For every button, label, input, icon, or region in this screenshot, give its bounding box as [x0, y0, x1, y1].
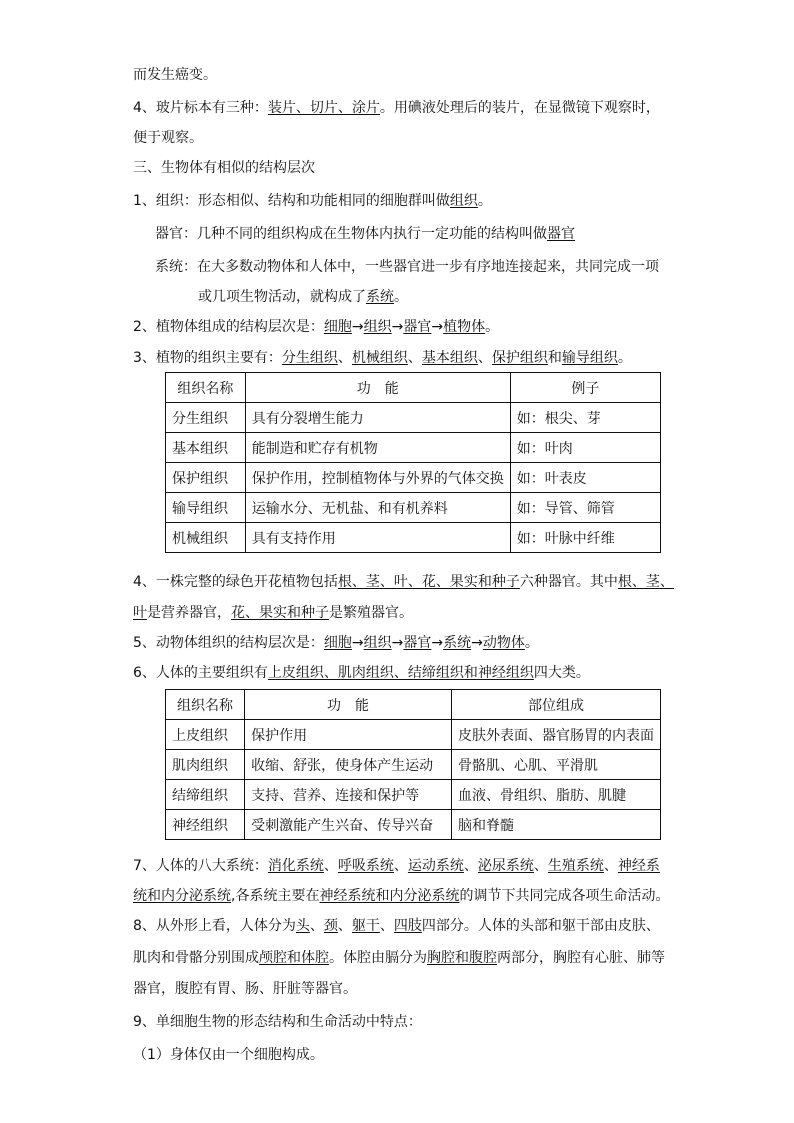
underlined-answer: 组织: [449, 193, 478, 209]
underlined-answer: 动物体: [482, 635, 525, 651]
underlined-answer: 细胞: [323, 635, 352, 651]
underlined-answer: 器官: [403, 635, 432, 651]
underlined-answer: 组织: [363, 319, 392, 335]
text: 器官：几种不同的组织构成在生物体内执行一定功能的结构叫做: [155, 226, 547, 242]
table-cell: 输导组织: [166, 493, 246, 523]
table-cell: 支持、营养、连接和保护等: [245, 780, 452, 810]
table-row: [166, 810, 661, 840]
text-line: [198, 287, 408, 307]
arrow: →: [391, 319, 404, 335]
underlined-answer: 头: [295, 918, 310, 934]
text: 。体腔由膈分为: [329, 950, 427, 966]
underlined-answer: 细胞: [323, 319, 352, 335]
table-header-row: [166, 690, 661, 720]
underlined-answer: 运动系统: [407, 858, 464, 874]
arrow: →: [391, 635, 404, 651]
separator: 、: [337, 918, 352, 934]
text: 4、玻片标本有三种：: [133, 100, 268, 116]
table-cell: 保护组织: [166, 463, 246, 493]
text-line: [133, 1012, 422, 1032]
table-cell: 保护作用，控制植物体与外界的气体交换: [245, 463, 510, 493]
text-line: [133, 633, 539, 653]
table-cell: 分生组织: [166, 403, 246, 433]
text-line: [133, 948, 665, 968]
table-row: [166, 780, 661, 810]
text: 7、人体的八大系统：: [133, 858, 268, 874]
underlined-answer: 颅腔和体腔: [259, 950, 329, 966]
table-cell: 受刺激能产生兴奋、传导兴奋: [245, 810, 452, 840]
column-header: 例子: [510, 373, 660, 403]
text: 和: [547, 350, 562, 366]
text-line: [133, 98, 660, 118]
table-cell: 肌肉组织: [166, 750, 245, 780]
underlined-answer: 根、茎、: [617, 574, 674, 590]
underlined-answer: 颈: [323, 918, 338, 934]
table-cell: 如：叶脉中纤维: [510, 523, 660, 553]
underlined-answer: 组织: [363, 635, 392, 651]
text-line: [133, 348, 632, 368]
table-cell: 基本组织: [166, 433, 246, 463]
text-line: [133, 856, 660, 876]
text: （1）身体仅由一个细胞构成。: [133, 1047, 324, 1063]
text: 器官，腹腔有胃、肠、肝脏等器官。: [133, 981, 357, 997]
underlined-answer: 机械组织: [351, 350, 408, 366]
text: 9、单细胞生物的形态结构和生命活动中特点：: [133, 1014, 422, 1030]
separator: 、: [379, 918, 394, 934]
separator: 、: [407, 350, 422, 366]
arrow: →: [431, 635, 444, 651]
underlined-answer: 器官: [547, 226, 575, 242]
table-cell: 收缩、舒张，使身体产生运动: [245, 750, 452, 780]
text: ,各系统主要在: [231, 888, 320, 904]
text: 两部分，胸腔有心脏、肺等: [497, 950, 665, 966]
text-line: [133, 191, 492, 211]
text: 2、植物体组成的结构层次是：: [133, 319, 324, 335]
separator: 、: [533, 858, 548, 874]
text: 。用碘液处理后的装片，在显微镜下观察时，: [379, 100, 660, 116]
underlined-answer: 分生组织: [281, 350, 338, 366]
separator: 、: [603, 858, 618, 874]
table-row: [166, 750, 661, 780]
underlined-answer: 生殖系统: [547, 858, 604, 874]
section-heading: [133, 158, 315, 178]
table-cell: 结缔组织: [166, 780, 245, 810]
text: 。: [394, 289, 408, 305]
text: 5、动物体组织的结构层次是：: [133, 635, 324, 651]
underlined-answer: 系统: [443, 635, 472, 651]
arrow: →: [351, 319, 364, 335]
text-line: [133, 663, 590, 683]
text-line: [133, 317, 499, 337]
text: 的调节下共同完成各项生命活动。: [459, 888, 670, 904]
column-header: 组织名称: [166, 690, 245, 720]
table-cell: 保护作用: [245, 720, 452, 750]
table-cell: 神经组织: [166, 810, 245, 840]
text: 是营养器官，: [147, 605, 231, 621]
text: 四部分。人体的头部和躯干部由皮肤、: [421, 918, 660, 934]
separator: 、: [477, 350, 492, 366]
text: 。: [617, 350, 632, 366]
text-line: [133, 979, 357, 999]
table-cell: 如：导管、筛管: [510, 493, 660, 523]
table-cell: 如：根尖、芽: [510, 403, 660, 433]
text: 而发生癌变。: [133, 67, 217, 83]
underlined-answer: 系统: [366, 289, 394, 305]
separator: 、: [393, 858, 408, 874]
underlined-answer: 神经系统和内分泌系统: [319, 888, 460, 904]
text: 3、植物的组织主要有：: [133, 350, 282, 366]
table-cell: 运输水分、无机盐、和有机养料: [245, 493, 510, 523]
table-cell: 上皮组织: [166, 720, 245, 750]
text-line: [133, 572, 674, 592]
text-line: [155, 257, 659, 277]
underlined-answer: 泌尿系统: [477, 858, 534, 874]
arrow: →: [351, 635, 364, 651]
text: 或几项生物活动，就构成了: [198, 289, 366, 305]
text: 系统：在大多数动物体和人体中，一些器官进一步有序地连接起来，共同完成一项: [155, 259, 659, 275]
table-cell: 骨骼肌、心肌、平滑肌: [451, 750, 660, 780]
text: 。: [477, 193, 492, 209]
table-header-row: [166, 373, 661, 403]
text-line: [133, 916, 660, 936]
separator: 、: [309, 918, 324, 934]
text: 是繁殖器官。: [329, 605, 413, 621]
table-row: [166, 720, 661, 750]
table-cell: 如：叶表皮: [510, 463, 660, 493]
table-cell: 机械组织: [166, 523, 246, 553]
column-header: 功 能: [245, 690, 452, 720]
text-line: [155, 224, 575, 244]
underlined-answer: 上皮组织、肌肉组织、结缔组织和神经组织: [267, 665, 534, 681]
text: 三、生物体有相似的结构层次: [133, 160, 315, 176]
text: 。: [485, 319, 500, 335]
table-row: [166, 463, 661, 493]
text: 8、从外形上看，人体分为: [133, 918, 296, 934]
underlined-answer: 基本组织: [421, 350, 478, 366]
column-header: 组织名称: [166, 373, 246, 403]
table-cell: 能制造和贮存有机物: [245, 433, 510, 463]
table-row: [166, 433, 661, 463]
text-line: [133, 65, 217, 85]
plant-tissue-table: [165, 372, 661, 553]
underlined-answer: 根、茎、叶、花、果实和种子: [337, 574, 520, 590]
separator: 、: [463, 858, 478, 874]
underlined-answer: 装片、切片、涂片: [267, 100, 380, 116]
table-row: [166, 403, 661, 433]
text: 六种器官。其中: [519, 574, 618, 590]
text: 1、组织：形态相似、结构和功能相同的细胞群叫做: [133, 193, 450, 209]
table-row: [166, 493, 661, 523]
text: 四大类。: [533, 665, 590, 681]
table-cell: 脑和脊髓: [451, 810, 660, 840]
text: 6、人体的主要组织有: [133, 665, 268, 681]
underlined-answer: 消化系统: [267, 858, 324, 874]
column-header: 部位组成: [451, 690, 660, 720]
table-cell: 具有支持作用: [245, 523, 510, 553]
text-line: [133, 128, 203, 148]
text: 肌肉和骨骼分别围成: [133, 950, 259, 966]
text: 。: [524, 635, 539, 651]
arrow: →: [431, 319, 444, 335]
text-line: [133, 603, 413, 623]
table-cell: 皮肤外表面、器官肠胃的内表面: [451, 720, 660, 750]
table-cell: 具有分裂增生能力: [245, 403, 510, 433]
text-line: [133, 886, 669, 906]
underlined-answer: 输导组织: [561, 350, 618, 366]
text: 4、一株完整的绿色开花植物包括: [133, 574, 338, 590]
separator: 、: [323, 858, 338, 874]
text-line: [133, 1045, 324, 1065]
human-tissue-table: [165, 689, 661, 840]
table-cell: 血液、骨组织、脂肪、肌腱: [451, 780, 660, 810]
underlined-answer: 胸腔和腹腔: [427, 950, 497, 966]
underlined-answer: 花、果实和种子: [231, 605, 329, 621]
underlined-answer: 叶: [133, 605, 147, 621]
underlined-answer: 统和内分泌系统: [133, 888, 231, 904]
arrow: →: [471, 635, 483, 651]
separator: 、: [337, 350, 352, 366]
underlined-answer: 四肢: [393, 918, 422, 934]
underlined-answer: 神经系: [617, 858, 660, 874]
underlined-answer: 躯干: [351, 918, 380, 934]
text: 便于观察。: [133, 130, 203, 146]
underlined-answer: 植物体: [443, 319, 486, 335]
underlined-answer: 保护组织: [491, 350, 548, 366]
table-row: [166, 523, 661, 553]
table-cell: 如：叶肉: [510, 433, 660, 463]
underlined-answer: 呼吸系统: [337, 858, 394, 874]
column-header: 功 能: [245, 373, 510, 403]
underlined-answer: 器官: [403, 319, 432, 335]
